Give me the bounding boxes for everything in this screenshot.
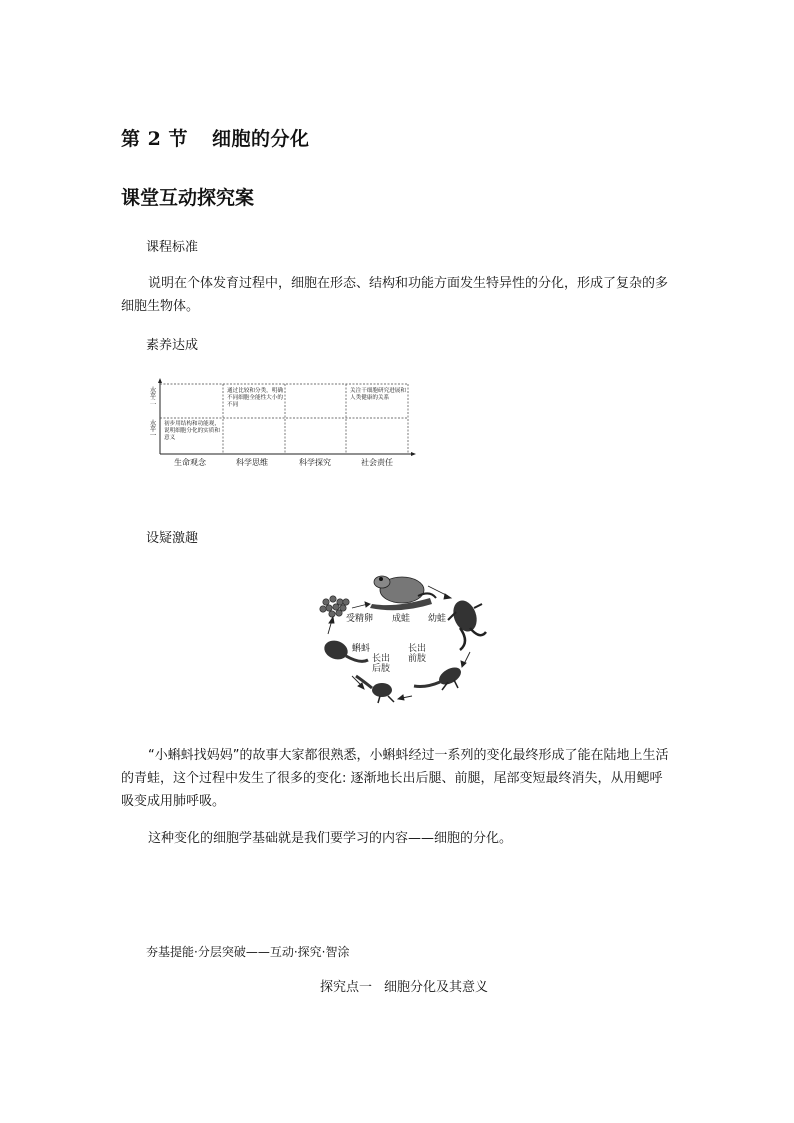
bottom-heading: 夯基提能·分层突破——互动·探究·智涂 <box>146 945 350 959</box>
label-hind-legs: 长出 后肢 <box>372 654 391 674</box>
literacy-rubric <box>146 378 416 470</box>
adult-frog-icon <box>370 576 436 610</box>
column-social: 社会责任 <box>361 458 393 467</box>
standard-label: 课程标准 <box>146 240 199 255</box>
level-1-label: 水平一 <box>149 419 157 439</box>
intro-text-2: 这种变化的细胞学基础就是我们要学习的内容——细胞的分化。 <box>148 831 513 846</box>
label-young-frog: 幼蛙 <box>428 614 447 624</box>
level-2-label: 水平二 <box>149 386 157 406</box>
column-life: 生命观念 <box>174 458 206 467</box>
standard-text: 说明在个体发育过程中，细胞在形态、结构和功能方面发生特异性的分化，形成了复杂的多细胞生物体。 <box>121 276 669 314</box>
cell-l1-life: 初步用结构和功能观，说明细胞分化的实质和意义 <box>164 421 220 441</box>
label-frog: 成蛙 <box>392 614 411 624</box>
label-tadpole: 蝌蚪 <box>352 644 371 654</box>
intro-text-1: “小蝌蚪找妈妈”的故事大家都很熟悉，小蝌蚪经过一系列的变化最终形成了能在陆地上生活的青蛙，这个过程中发生了很多的变化: 逐渐地长出后腿、前腿，尾部变短最终消失，从用鳃呼吸变成用肺呼吸。 <box>121 748 669 809</box>
literacy-label: 素养达成 <box>146 338 199 353</box>
frog-cycle-drawing <box>310 568 500 708</box>
inquiry-point: 探究点一 <box>320 980 373 995</box>
young-frog-icon <box>448 597 486 650</box>
cell-l2-social: 关注干细胞研究进展和人类健康的关系 <box>350 388 406 401</box>
inquiry-topic: 细胞分化及其意义 <box>384 980 489 995</box>
label-egg: 受精卵 <box>346 614 374 624</box>
inquiry-heading <box>320 976 488 995</box>
column-inquiry: 科学探究 <box>299 458 331 467</box>
tadpole-forelegs-icon <box>414 664 464 690</box>
intro-label: 设疑激趣 <box>146 531 199 546</box>
section-number: 第 2 节 <box>121 128 188 150</box>
frog-life-cycle <box>310 568 500 708</box>
label-fore-legs: 长出 前肢 <box>408 644 427 664</box>
tadpole-hindlegs-icon <box>356 676 394 703</box>
egg-cluster-icon <box>320 596 349 617</box>
cell-l2-thinking: 通过比较和分类，明确不同细胞全能性大小的不同 <box>227 388 283 408</box>
column-thinking: 科学思维 <box>236 458 268 467</box>
case-title: 课堂互动探究案 <box>121 187 255 209</box>
section-name: 细胞的分化 <box>211 128 310 150</box>
section-title <box>121 124 309 151</box>
